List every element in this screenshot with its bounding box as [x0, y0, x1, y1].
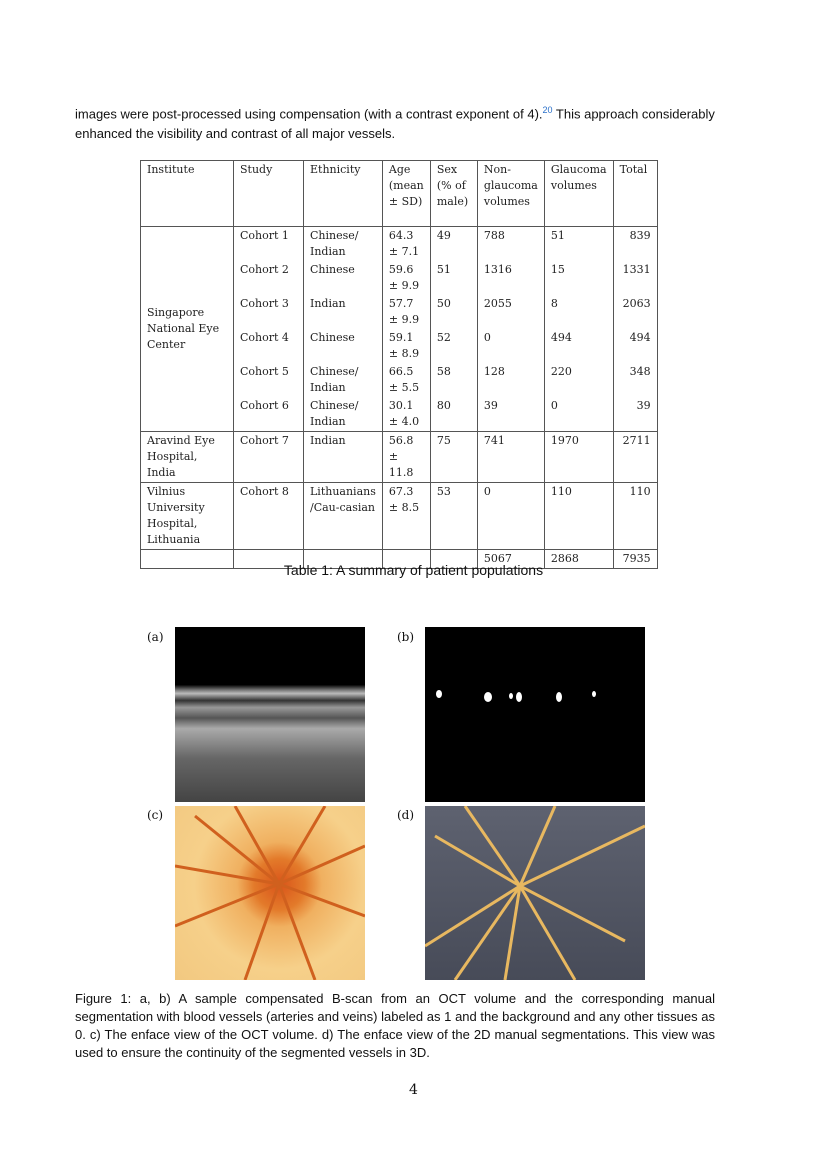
table-row — [141, 227, 658, 262]
glaucoma-cell: 8 — [544, 295, 613, 329]
age-cell: 67.3 ± 8.5 — [382, 483, 430, 550]
sex-cell: 50 — [430, 295, 477, 329]
institute-cell: Aravind Eye Hospital, India — [141, 432, 234, 483]
total-cell: 2063 — [613, 295, 657, 329]
page-number: 4 — [409, 1082, 418, 1098]
intro-paragraph — [75, 100, 715, 144]
study-cell: Cohort 1 — [234, 227, 304, 262]
non-glaucoma-cell: 0 — [477, 329, 544, 363]
oct-bscan-image — [175, 627, 365, 802]
study-cell: Cohort 6 — [234, 397, 304, 432]
glaucoma-cell: 1970 — [544, 432, 613, 483]
ethnicity-cell: Chinese/ Indian — [304, 397, 383, 432]
header-cell: Total — [613, 161, 657, 227]
study-cell: Cohort 8 — [234, 483, 304, 550]
non-glaucoma-cell: 39 — [477, 397, 544, 432]
segmentation-mask-image — [425, 627, 645, 802]
total-glaucoma: 2868 — [544, 550, 613, 569]
segmented-vessels-svg — [425, 806, 645, 980]
figure-label-d: (d) — [397, 808, 415, 822]
table-row — [141, 432, 658, 483]
study-cell: Cohort 7 — [234, 432, 304, 483]
glaucoma-cell: 110 — [544, 483, 613, 550]
figure-label-b: (b) — [397, 630, 415, 644]
sex-cell: 49 — [430, 227, 477, 262]
ethnicity-cell: Indian — [304, 432, 383, 483]
sex-cell: 75 — [430, 432, 477, 483]
sex-cell: 58 — [430, 363, 477, 397]
header-cell: Age (mean ± SD) — [382, 161, 430, 227]
table-row — [141, 483, 658, 550]
patient-table — [140, 160, 658, 569]
study-cell: Cohort 4 — [234, 329, 304, 363]
header-cell: Glaucoma volumes — [544, 161, 613, 227]
age-cell: 66.5 ± 5.5 — [382, 363, 430, 397]
total-cell: 494 — [613, 329, 657, 363]
figure-label-a: (a) — [147, 630, 164, 644]
institute-cell: Vilnius University Hospital, Lithuania — [141, 483, 234, 550]
citation-link[interactable]: 20 — [542, 105, 553, 115]
non-glaucoma-cell: 128 — [477, 363, 544, 397]
total-cell: 39 — [613, 397, 657, 432]
ethnicity-cell: Chinese/ Indian — [304, 227, 383, 262]
header-cell: Ethnicity — [304, 161, 383, 227]
header-cell: Non-glaucoma volumes — [477, 161, 544, 227]
study-cell: Cohort 3 — [234, 295, 304, 329]
age-cell: 56.8 ± 11.8 — [382, 432, 430, 483]
grand-total: 7935 — [613, 550, 657, 569]
sex-cell: 53 — [430, 483, 477, 550]
header-cell: Study — [234, 161, 304, 227]
header-cell: Sex (% of male) — [430, 161, 477, 227]
total-cell: 110 — [613, 483, 657, 550]
study-cell: Cohort 5 — [234, 363, 304, 397]
total-cell: 1331 — [613, 261, 657, 295]
glaucoma-cell: 51 — [544, 227, 613, 262]
glaucoma-cell: 15 — [544, 261, 613, 295]
total-cell: 839 — [613, 227, 657, 262]
age-cell: 64.3 ± 7.1 — [382, 227, 430, 262]
ethnicity-cell: Chinese — [304, 329, 383, 363]
oct-enface-image — [175, 806, 365, 980]
segmentation-enface-image — [425, 806, 645, 980]
institute-cell: Singapore National Eye Center — [141, 227, 234, 432]
figure-caption: Figure 1: a, b) A sample compensated B-scan from an OCT volume and the corresponding manual segmentation with blood vessels (arteries and veins) labeled as 1 and the background and any other tissues as 0. c) The enface view of the OCT volume. d) The enface view of the 2D manual segmentations. This view was used to ensure the continuity of the segmented vessels in 3D. — [75, 991, 715, 1060]
ethnicity-cell: Chinese — [304, 261, 383, 295]
non-glaucoma-cell: 741 — [477, 432, 544, 483]
sex-cell: 51 — [430, 261, 477, 295]
non-glaucoma-cell: 2055 — [477, 295, 544, 329]
age-cell: 59.6 ± 9.9 — [382, 261, 430, 295]
sex-cell: 80 — [430, 397, 477, 432]
glaucoma-cell: 494 — [544, 329, 613, 363]
glaucoma-cell: 0 — [544, 397, 613, 432]
glaucoma-cell: 220 — [544, 363, 613, 397]
ethnicity-cell: Lithuanians /Cau-casian — [304, 483, 383, 550]
table-header-row — [141, 161, 658, 227]
total-cell: 2711 — [613, 432, 657, 483]
age-cell: 30.1 ± 4.0 — [382, 397, 430, 432]
non-glaucoma-cell: 1316 — [477, 261, 544, 295]
study-cell: Cohort 2 — [234, 261, 304, 295]
age-cell: 59.1 ± 8.9 — [382, 329, 430, 363]
vessel-mask-svg — [425, 627, 645, 802]
enface-vessels-svg — [175, 806, 365, 980]
total-non-glaucoma: 5067 — [477, 550, 544, 569]
non-glaucoma-cell: 0 — [477, 483, 544, 550]
sex-cell: 52 — [430, 329, 477, 363]
age-cell: 57.7 ± 9.9 — [382, 295, 430, 329]
figure-label-c: (c) — [147, 808, 164, 822]
ethnicity-cell: Chinese/ Indian — [304, 363, 383, 397]
table-caption: Table 1: A summary of patient populations — [283, 562, 544, 578]
total-cell: 348 — [613, 363, 657, 397]
intro-text-2: This approach considerably enhanced the visibility and contrast of all major vessels. — [75, 106, 715, 142]
intro-text: images were post-processed using compensation (with a contrast exponent of 4). — [75, 106, 543, 122]
non-glaucoma-cell: 788 — [477, 227, 544, 262]
ethnicity-cell: Indian — [304, 295, 383, 329]
header-cell: Institute — [141, 161, 234, 227]
